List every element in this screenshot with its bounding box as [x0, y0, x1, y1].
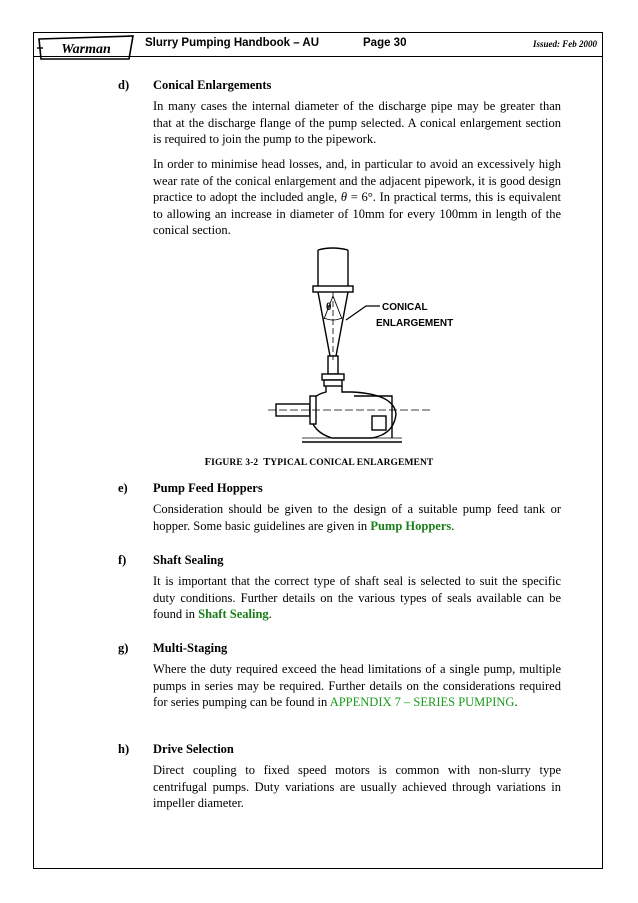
text-run: In order to minimise head losses, and, in particular to avoid an excessively high wear rate of the conical enlargement and the adjacent pipework, it is good design practice to adopt the included angle,	[153, 157, 561, 204]
caption-text: F	[204, 457, 212, 468]
caption-text: YPICAL CONICAL ENLARGEMENT	[270, 458, 434, 468]
section-title: Multi-Staging	[153, 641, 228, 655]
paragraph	[153, 661, 561, 711]
discharge-pipe	[313, 248, 353, 292]
section-title: Conical Enlargements	[153, 78, 272, 92]
shaft-sealing-link[interactable]: Shaft Sealing	[198, 607, 269, 621]
warman-logo	[37, 35, 137, 61]
page-header	[33, 34, 603, 56]
theta-symbol: θ	[340, 190, 348, 204]
section-title: Pump Feed Hoppers	[153, 481, 263, 495]
section-letter: e)	[118, 481, 128, 495]
page-number: Page 30	[363, 37, 407, 49]
conical-section	[318, 292, 348, 374]
section-letter: d)	[118, 78, 130, 92]
section-letter: g)	[118, 641, 129, 655]
text-run: = 6°. In practical terms, this is equivalent to allowing an increase in diameter of 10mm for every 100mm in length of the conical section.	[153, 190, 561, 237]
paragraph	[153, 501, 561, 534]
caption-text: IGURE 3-2	[211, 458, 259, 468]
caption-text: T	[263, 457, 271, 468]
issued-date: Issued: Feb 2000	[532, 39, 597, 49]
section-title: Shaft Sealing	[153, 553, 224, 567]
theta-label: θ	[326, 302, 332, 313]
appendix-7-link[interactable]: APPENDIX 7 – SERIES PUMPING	[329, 695, 515, 709]
text-run: .	[514, 695, 518, 709]
header-rule	[33, 56, 603, 57]
pump-body	[268, 374, 432, 442]
text-run: Consideration should be given to the design of a suitable pump feed tank or hopper. Some basic guidelines are given in	[153, 502, 561, 533]
handbook-title: Slurry Pumping Handbook – AU	[145, 37, 320, 49]
section-letter: h)	[118, 742, 130, 756]
figure-caption	[0, 457, 638, 468]
paragraph	[153, 156, 561, 239]
pump-hoppers-link[interactable]: Pump Hoppers	[370, 518, 452, 533]
text-run: Where the duty required exceed the head limitations of a single pump, multiple pumps in series may be required. Further details on the considerations required for series pumping can be found in	[153, 662, 561, 709]
paragraph	[153, 573, 561, 623]
text-run: It is important that the correct type of shaft seal is selected to suit the specific duty conditions. Further details on the various types of seals available can be found in	[153, 574, 561, 621]
section-letter: f)	[118, 553, 127, 567]
text-run: .	[451, 518, 455, 533]
section-title: Drive Selection	[153, 742, 234, 756]
label-conical: CONICAL	[382, 302, 428, 313]
logo-text: Warman	[61, 42, 111, 57]
paragraph: In many cases the internal diameter of the discharge pipe may be greater than that at the discharge flange of the pump selected. A conical enlargement section is required to join the pump to the pipework.	[153, 99, 561, 146]
conical-enlargement-figure	[262, 246, 462, 452]
text-run: .	[268, 607, 272, 621]
paragraph: Direct coupling to fixed speed motors is common with non-slurry type centrifugal pumps. Duty variations are usually achieved through variations in impeller diameter.	[153, 763, 561, 810]
leader-line	[346, 306, 380, 320]
label-enlargement: ENLARGEMENT	[376, 318, 454, 329]
